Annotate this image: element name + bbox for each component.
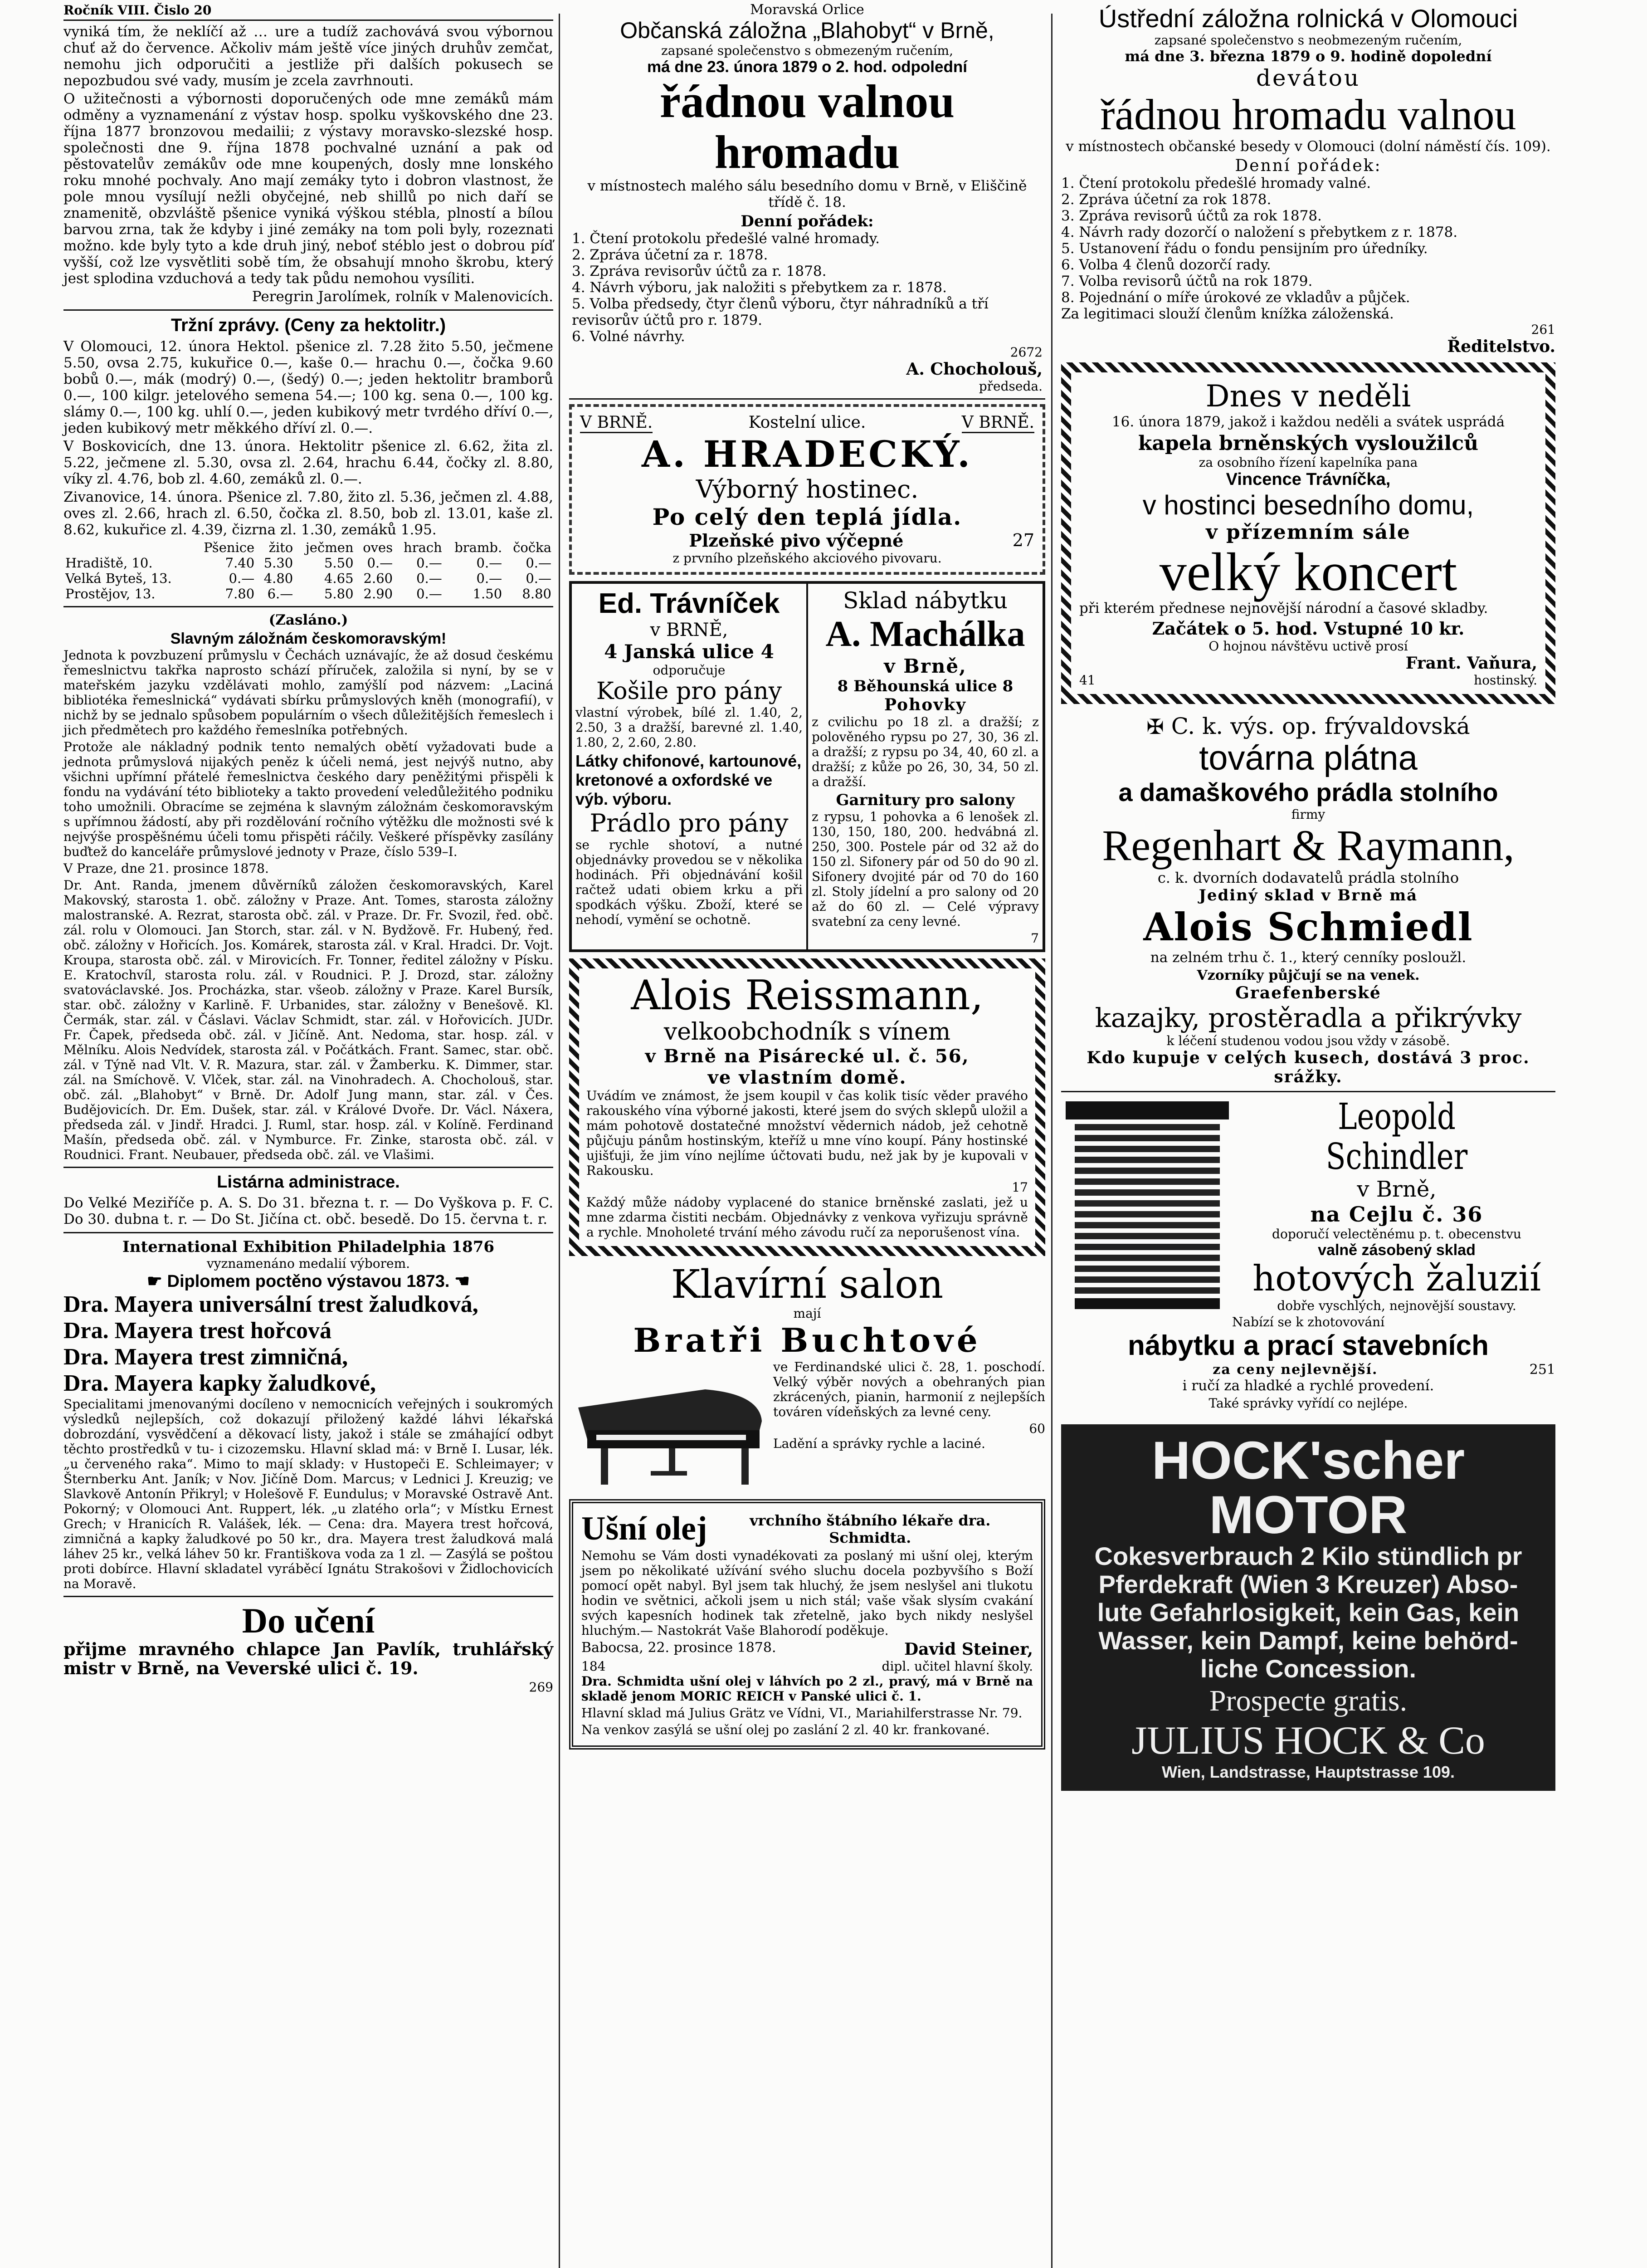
ad-address: 8 Běhounská ulice 8 [837,677,1014,695]
ad-hostinec: v hostinci besedního domu, [1142,490,1474,520]
ad-name: Ed. Trávníček [598,588,780,619]
ad-devatou: devátou [1256,65,1361,91]
window-blind-illustration [1061,1097,1233,1315]
ad-name: Leopold Schindler [1325,1095,1468,1178]
column-middle [569,0,1045,1754]
ad-signature: Ředitelstvo. [1447,337,1555,356]
divider [63,309,553,311]
ad-line: Wasser, kein Dampf, keine behörd- [1098,1626,1518,1655]
divider [569,398,1045,400]
agenda-item: Za legitimaci slouží členům knížka záloženská. [1061,306,1394,322]
ad-subtitle: velkoobchodník s vínem [663,1018,951,1046]
ad-schindler [1061,1097,1555,1411]
pointing-hand-icon: ☚ [449,1272,470,1291]
ad-machalka [808,584,1043,949]
zaslano-signatories: Dr. Ant. Randa, jmenem důvěrníků záložen českomoravských, Karel Makovský, starosta 1. obč. záložny v Praze. Ant. Tomes, starosta záložny malostranské. A. Rezrat, starosta obč. zál. v Praze. Dr. Fr. Svozil, řed. obč. zál. rolu v Olomouci. Jan Storch, star. zál. v N. Bydžově. Fr. Hubený, řed. obč. záložny v Hořicích. Jos. Komárek, starosta zál. v Kral. Hradci. Dr. Vojt. Kroupa, starosta obč. zál. v Mirovicích. Fr. Tonner, ředitel záložny v Písku. E. Kratochvíl, starosta rolu. zál. v Roudnici. P. J. Drozd, star. záložny svatováclavské. Jos. Procházka, star. všeob. záložny v Praze. Karel Bursík, star. obč. záložny v Karlině. F. Urbanides, star. záložny v Benešově. Kl. Čermák, star. zál. v Čáslavi. Václav Schmidt, star. zál. v Hořovicích. JUDr. Fr. Čapek, předseda obč. zál. v Jičíně. Ant. Nedoma, star. hosp. zál. v Mělníku. Alois Nedvídek, starosta zál. v Počátkách. Frant. Samec, star. obč. zál. v Týně nad Vlt. V. R. Mazura, star. zál. v Žamberku. K. Dimmer, star. zál. na Smíchově. V. Vlček, star. zál. na Vinohradech. A. Chocholouš, star. obč. zál. „Blahobyt“ v Brně. Dr. Adolf Jung mann, star. zál. v Čes. Budějovicích. Dr. Em. Dušek, star. zál. v Králové Dvoře. Dr. Václ. Náxera, předseda zál. v Jindř. Hradci. J. Ruml, star. hosp. zál. v Kolíně. Ferdinand Mašín, předseda obč. zál. v Nymburce. Fr. Zinke, starosta obč. zál. v Roudnici. Frant. Neubauer, předseda obč. zál. ve Vlašimi. [63,878,553,1162]
article-signature: Peregrin Jarolímek, rolník v Malenovicích. [252,288,553,305]
running-head: Ročník VIII. Čislo 20 [63,3,212,18]
ad-kapelnik: Vincence Trávníčka, [1226,470,1391,489]
ad-kazajky: kazajky, prostěradla a přikrývky [1095,1002,1522,1033]
ad-kapela: kapela brněnských vysloužilců [1138,432,1479,455]
ad-title: Občanská záložna „Blahobyt“ v Brně, [620,18,994,43]
pointing-hand-icon: ☛ [146,1272,167,1291]
ad-small: za osobního řízení kapelníka pana [1199,455,1418,470]
agenda-item: 6. Volba 4 členů dozorčí rady. [1061,257,1271,273]
ad-ruci: i ručí za hladké a rychlé provedení. [1182,1378,1434,1394]
coat-of-arms-icon: ✠ [1146,714,1164,739]
agenda-item: 1. Čtení protokolu předešlé hromady valné. [1061,175,1371,191]
ad-title: HOCK'scher MOTOR [1151,1431,1465,1545]
ad-text: při kterém přednese nejnovější národní a časové skladby. [1079,600,1488,616]
ad-line: Cokesverbrauch 2 Kilo stündlich pr [1094,1542,1522,1570]
ad-name: Regenhart & Raymann, [1102,821,1515,870]
ad-small: z prvního plzeňského akciového pivovaru. [672,551,942,566]
divider [63,1596,553,1597]
ucen-text: přijme mravného chlapce Jan Pavlík, truhlářský mistr v Brně, na Veverské ulici č. 19. [63,1639,553,1678]
ad-garnitury: Garnitury pro salony [836,791,1015,809]
ad-text: Každý může nádoby vyplacené do stanice brněnské zaslati, jež u mne zdarma čistiti necbám. Objednávky z venkova vyřizuju správně a rychle. Mnoholeté trvání mého závodu ručí za neporušenost vína. [586,1195,1028,1240]
ad-ustredni [1061,0,1555,356]
ad-signature: Frant. Vaňura, [1405,654,1537,673]
ad-header-row: V BRNĚ. Kostelní ulice. V BRNĚ. [580,413,1034,433]
agenda-item: 4. Návrh výboru, jak naložiti s přebytkem za r. 1878. [572,279,947,296]
ad-small: firmy [1291,807,1325,822]
agenda-item: 8. Pojednání o míře úrokové ze vkladův a půjček. [1061,289,1410,306]
ad-vzorniky: Vzorníky půjčují se na venek. [1197,968,1420,983]
ad-title: Ústřední záložna rolnická v Olomouci [1098,4,1518,33]
ad-small: Nabízí se k zhotovování [1232,1315,1385,1330]
ad-line: lute Gefahrlosigkeit, kein Gas, kein [1097,1598,1520,1627]
ad-dnes: Dnes v neděli [1205,379,1411,414]
ad-small: Ladění a správky rychle a laciné. [773,1436,985,1451]
ad-shirts: Košile pro pány [596,678,782,705]
ad-headline: velký koncert [1159,542,1457,602]
mayer-subheading: vyznamenáno medalií výborem. [206,1256,410,1271]
ad-number: 269 [529,1680,553,1695]
ad-food: Po celý den teplá jídla. [652,503,962,530]
zaslano-paragraph: Protože ale nákladný podnik tento nemalých obětí vyžadovati bude a jednota průmyslová nijakých peněz k účeli nemá, jest nejvýš nutno, aby všichni upřímní přátelé řemeslnictva českého dary peněžitými přispěli k fondu na vydávání této biblioteky a takto provedení veledůležitého podniku toho umožnili. Obracíme se zejména k slavným záložnám českomoravským s upřímnou žádostí, aby při rozdělování ročního výtěžku dle možnosti své k nejvýše prospěšnému účeli tomu přispěti ráčily. Veškeré příspěvky zasílány buďtež do kanceláře průmyslové jednoty v Praze, číslo 539–I. [63,739,553,859]
ad-damask: a damaškového prádla stolního [1118,778,1498,807]
ad-address: 4 Janská ulice 4 [604,640,774,663]
ad-sign-row: Babocsa, 22. prosince 1878. David Steiner, [581,1640,1033,1659]
market-paragraph: Zivanovice, 14. února. Pšenice zl. 7.80, žito zl. 5.36, ječmen zl. 4.88, oves zl. 2.66, hrach zl. 6.50, čočka zl. 8.50, bob zl. 13.01, kaše zl. 8.62, kukuřice zl. 4.39, čizrna zl. 1.30, zemáků 1.95. [63,489,553,538]
ad-small: dobře vyschlých, nejnovější soustavy. [1277,1298,1516,1313]
ad-sklad: valně zásobený sklad [1318,1242,1476,1259]
table-row: Prostějov, 13. 7.80 6.— 5.80 2.90 0.— 1.50 8.80 [65,586,551,601]
agenda-item: 6. Volné návrhy. [572,328,685,345]
agenda-item: 3. Zpráva revisorů účtů za rok 1878. [1061,208,1322,224]
agenda-item: 3. Zpráva revisorův účtů za r. 1878. [572,263,827,279]
agenda-item: 7. Volba revisorů účtů na rok 1879. [1061,273,1313,289]
ad-blahobyt [569,18,1045,394]
running-head: Moravská Orlice [750,2,864,18]
ad-name: A. Machálka [825,614,1025,654]
agenda-item: 5. Ustanovení řádu o fondu pensijním pro úředníky. [1061,240,1428,257]
ad-klavir [569,1261,1045,1495]
ad-text: vlastní výrobek, bílé zl. 1.40, 2, 2.50, 3 a dražší, barevné zl. 1.40, 1.80, 2, 2.60, 2.80. [575,705,803,750]
mayer-product: Dra. Mayera trest zimničná, [63,1344,348,1370]
ad-text: Dra. Schmidta ušní olej v láhvích po 2 zl., pravý, má v Brně na skladě jenom MORIC REICH v Panské ulici č. 1. [581,1674,1033,1704]
ad-small: k léčení studenou vodou jsou vždy v zásobě. [1166,1033,1450,1048]
agenda-item: 2. Zpráva účetní za r. 1878. [572,247,768,263]
ad-salon: v přízemním sále [1206,521,1411,544]
divider [1061,1091,1555,1092]
column-left [63,0,553,1695]
ad-ceny-row: za ceny nejlevnější. 251 [1213,1362,1555,1378]
ad-number: 17 [1012,1180,1028,1195]
ad-sklad: Jediný sklad v Brně má [1199,886,1418,904]
ad-hradecky [569,404,1045,575]
ad-address: Wien, Landstrasse, Hauptstrasse 109. [1162,1763,1455,1781]
ad-text: Uvádím ve známost, že jsem koupil v čas kolik tisíc věder pravého rakouského vína výborné jakosti, které jsem do svých sklepů uložil a mám pohotově dostatečné množství vědernich nádob, jež cehotně půjčuju pánům hostinským, kteříž u mne víno koupí. Pány hostinské ujišťuji, že jim víno nejlíme účtovati budu, než jak by je kupovali v Rakousku. [586,1088,1028,1178]
ad-header-row [581,1510,1033,1548]
agenda-title: Denní pořádek: [1235,156,1382,175]
ad-number: 7 [1031,931,1039,946]
ad-kdo: Kdo kupuje v celých kusech, dostává 3 proc. srážky. [1087,1048,1530,1086]
ad-pair [569,581,1045,952]
ad-headline: řádnou hromadu valnou [1100,90,1516,139]
column-divider [1051,14,1053,2268]
ad-tovarna: továrna plátna [1199,739,1418,777]
ad-name: Bratři Buchtové [633,1321,981,1359]
ad-company: JULIUS HOCK & Co [1131,1719,1485,1763]
ad-date: 16. února 1879, jakož i každou neděli a svátek usprádá [1111,414,1505,430]
ad-text: z cvilichu po 18 zl. a dražší; z polověného rypsu po 27, 30, 36 zl. a dražší; z rypsu po 34, 40, 60 zl. a dražší; z kůže po 26, 30, 34, 50 zl. a dražší. [812,714,1039,789]
ad-address: na Cejlu č. 36 [1310,1202,1483,1227]
column-divider [559,14,560,2268]
ad-text: ve Ferdinandské ulici č. 28, 1. poschodí. Velký výběr nových a obehraných pian zkrácených, pianin, harmonií z nejlepších továren vídeňských za levné ceny. [773,1359,1045,1419]
ad-regenhart [1061,709,1555,1086]
ad-place: v místnostech občanské besedy v Olomouci (dolní náměstí čís. 109). [1066,138,1551,155]
agenda-item: 2. Zpráva účetní za rok 1878. [1061,191,1272,208]
ad-firm-line: ✠ C. k. výs. op. frývaldovská [1146,713,1470,739]
ad-title: Ušní olej [581,1510,707,1547]
ad-take: Také správky vyřídí co nejlépe. [1208,1396,1408,1411]
ad-title: Klavírní salon [671,1262,944,1307]
mayer-product: Dra. Mayera universální trest žaludková, [63,1291,478,1317]
divider [63,606,553,607]
zaslano-subtitle: Slavným záložnám českomoravským! [170,630,447,647]
mayer-heading: International Exhibition Philadelphia 1876 [122,1238,495,1256]
ad-subtitle: Výborný hostinec. [696,475,919,503]
ad-trh: na zelném trhu č. 1., který cenníky posloužl. [1150,949,1467,966]
ad-city: v BRNĚ, [650,620,728,640]
ad-small: doporučí velectěnému p. t. obecenstvu [1272,1227,1521,1242]
agenda-title: Denní pořádek: [741,212,874,230]
ad-date: má dne 23. února 1879 o 2. hod. odpolední [647,58,967,76]
zaslano-paragraph: V Praze, dne 21. prosince 1878. [63,861,269,876]
ad-place: v místnostech malého sálu besedního domu v Brně, v Eliščině třídě č. 18. [587,178,1027,210]
ad-small: odporučuje [653,663,726,678]
ad-date: má dne 3. března 1879 o 9. hodině dopolední [1125,48,1492,65]
ad-text: Hlavní sklad má Julius Grätz ve Vídni, VI., Mariahilferstrasse Nr. 79. [581,1706,1023,1721]
ad-hotov: hotových žaluzií [1252,1258,1541,1299]
agenda-item: 1. Čtení protokolu předešlé valné hromady. [572,230,880,247]
ad-hock-motor [1061,1424,1555,1791]
ad-top [1061,1097,1555,1315]
ad-text: se rychle shotoví, a nutné objednávky provedou se v několika hodinách. Při objednávání košil račtež udati obiem krku a při spodkách výšku. Zboží, které se nehodí, vymění se ochotně. [575,837,803,927]
ad-zacatek: Začátek o 5. hod. Vstupné 10 kr. [1152,618,1465,639]
admin-text: Do Velké Meziříče p. A. S. Do 31. března t. r. — Do Vyškova p. F. C. Do 30. dubna t. r. — Do St. Jičína ct. obč. besedě. Do 15. června t. r. [63,1195,553,1227]
ad-title: Sklad nábytku [843,587,1008,614]
piano-illustration [569,1362,769,1489]
ad-text: z rypsu, 1 pohovka a 6 lenošek zl. 130, 150, 180, 200. hedvábná zl. 250, 300. Postele pár od 32 až do 150 zl. Sifonery pár od 50 do 90 zl. Sifonery dvojité pár od 70 do 160 zl. Stoly jídelní a pro salony od 20 až do 60 zl. — Celé výpravy svatební za ceny levné. [812,809,1039,929]
market-paragraph: V Olomouci, 12. února Hektol. pšenice zl. 7.28 žito 5.50, ječmene 5.50, ovsa 2.75, kukuřice 0.—, kaše 0.— hrachu 0.—, čočka 9.60 bobů 0.—, mák (modrý) 0.—, (šedý) 0.—; jeden hektolitr bramborů 0.—, 100 kilgr. jetelového semena 54.—; 100 kg. sena 0.—, 100 kg. slámy 0.—, 100 kg. uhlí 0.—, jeden kubikový metr tvrdého dříví 0.—, jeden kubikový metr měkkého dříví zl. 0.—. [63,338,553,436]
mayer-text: Specialitami jmenovanými docíleno v nemocnicích veřejných i soukromých výsledků nejlepších, což dokazují přiložený každé láhvi lékařská dobrozdání, vysvědčení a děkovací listy, jakož i stále se zmáhající odbyt těchto prostředků v tu- i cizozemsku. Hlavní sklad má: v Brně I. Lusar, lék. „u červeného raka“. Mimo to mají sklady: v Hustopeči E. Schleimayer; v Šternberku Ant. Janík; v Nov. Jičíně Dom. Marcus; v Lednici J. Kreuzig; ve Slavkově Antonín Přikryl; v Holešově F. Eundulus; v Moravské Ostravě Ant. Pokorný; v Olomouci Ant. Ruppert, lék. „u zlatého orla“; v Místku Ernest Grech; v Hranicích R. Valášek, lék. — Cena: dra. Mayera trest hořcová, zimničná a kapky žaludkové po 50 kr., dra. Mayera trest žaludková malá láhev 25 kr., velká láhev 50 kr. Františkova voda za 1 zl. — Zasýlá se poštou proti dobírce. Hlavní skladatel vyráběcí Ignátu Strakošovi v Židlochovicích na Moravě. [63,1397,553,1591]
ad-name: Alois Reissmann, [631,972,984,1019]
market-table [63,540,553,601]
ad-role: předseda. [979,379,1043,394]
agenda-item: 4. Návrh rady dozorčí o naložení s přebytkem z r. 1878. [1061,224,1458,240]
table-header-row: Pšenice žito ječmen oves hrach bramb. čočka [204,540,551,555]
ad-body [569,1359,1045,1492]
ad-travnicek [572,584,808,949]
ad-pradlo: Prádlo pro pány [590,809,789,837]
mayer-diploma: ☛ Diplomem poctěno výstavou 1873. ☚ [146,1272,470,1291]
ad-prospect: Prospecte gratis. [1209,1684,1408,1717]
ad-small: O hojnou návštěvu uctivě prosí [1208,639,1408,654]
divider [63,1232,553,1233]
ad-koncert [1061,362,1555,704]
ad-text: Nemohu se Vám dosti vynadékovati za poslaný mi ušní olej, kterým jsem po několikaté užívání svého sluchu docela pozbyvšího s Boží pomocí opět nabyl. Byl jsem tak hluchý, že jsem neslyšel ani tlukotu hodin ve světnici, ačkoli jsem u nich stál; vaše však slysím cvakání svých kapesních hodinek tak zřetelně, jako bych nikdy neslyšel hluchým.— Nastokrát Vaše Blahorodí poděkuje. [581,1548,1033,1638]
ad-latky: Látky chifonové, kartounové, kretonové a oxfordské ve výb. výboru. [575,752,802,808]
ad-text-block [773,1359,1045,1451]
article-paragraph: O užitečnosti a výbornosti doporučených ode mne zemáků mám odměny a vyznamenání z výstav hosp. spolku vyškovského dne 23. října 1877 bronzovou medailii; z výstavy moravsko-slezské hosp. společnosti dne 9. října 1878 pochvalné uznání a pak od pěstovatelův zemákův ode mne koupených, dosly mne lonského roku mnohé pochvaly. Ano mají zemáky tyto i dobron vlastnost, že pole mnou vysílují nežli obyčejné, neb shillů po nich daří se znamenitě, obzvláště pšenice vyniká výškou stébla, plností a bílou barvou zrna, tak že kdyby i jiné zemáky na tom poli byly, rozeznati možno. kde byly tyto a kde druh jiný, neboť stéblo jest o dobrou píď vyšší, což lze vysvětliti sobě tím, že obsahují mnoho škrobu, který jest splodina vzduchová a tedy tak půdu nemohou vysíliti. [63,91,553,287]
ad-subtitle: zapsané společenstvo s obmezeným ručením, [661,43,953,58]
ad-subtitle: vrchního štábního lékaře dra. Schmidta. [750,1511,991,1546]
ad-address: v Brně na Pisárecké ul. č. 56, [645,1046,970,1067]
mayer-product: Dra. Mayera trest hořcová [63,1318,332,1344]
market-paragraph: V Boskovicích, dne 13. února. Hektolitr pšenice zl. 6.62, žita zl. 5.22, ječmene zl. 5.30, ovsa zl. 2.64, hrachu 6.44, čočky zl. 8.80, víky zl. 4.76, bob zl. 4.60, zemáků zl. 0.—. [63,438,553,487]
article-paragraph: vyniká tím, že neklíčí až … ure a tudíž zachovává svou výbornou chuť až do července. Ačkoliv mám ještě více jiných druhův zemčat, nemohu jich odporučiti a jestliže při dalších pokusech se nepozbudou své vady, musím je zcela zavrhnouti. [63,24,553,89]
ad-pohovky: Pohovky [884,695,967,714]
ad-role-row: 41 hostinský. [1079,673,1537,688]
ad-usni-olej [569,1499,1045,1750]
ad-number: 2672 [1010,345,1043,360]
divider [63,1167,553,1168]
market-title: Tržní zprávy. (Ceny za hektolitr.) [171,315,446,335]
zaslano-title: (Zasláno.) [268,612,348,628]
ad-line: Pferdekraft (Wien 3 Kreuzer) Abso- [1098,1570,1518,1598]
table-row: Hradiště, 10. 7.40 5.30 5.50 0.— 0.— 0.— 0.— [65,555,551,571]
ad-address: ve vlastním domě. [707,1067,907,1088]
zaslano-paragraph: Jednota k povzbuzení průmyslu v Čechách uznávajíc, že až dosud českému řemeslnictvu takřka naprosto schází příruček, založila si nyní, by se v mateřském jazyku vzdělávati mohlo, zamýšlí pod názvem: „Laciná bibliotéka řemeslnická“ vydávati sbírku průmyslových kněh (monografií), v nichž by se jednalo spůsobem populárním o všech důležitějších řemeslech i jich předmětech pro každého řemeslníka potřebných. [63,648,553,738]
ad-beer: Plzeňské pivo výčepné 27 [689,530,1034,551]
ad-city: v Brně, [1357,1177,1437,1202]
admin-title: Listárna administrace. [217,1173,400,1192]
ad-name: A. HRADECKÝ. [642,433,973,475]
ad-graef: Graefenberské [1235,983,1381,1002]
ad-line: liche Concession. [1200,1654,1417,1683]
ucen-title: Do učení [242,1601,375,1640]
ad-reissmann [569,958,1045,1256]
ad-subtitle: zapsané společenstvo s neobmezeným ručením, [1154,33,1462,48]
ad-city: v Brně, [884,655,967,677]
mayer-product: Dra. Mayera kapky žaludkové, [63,1370,376,1396]
ad-maji: mají [793,1306,821,1321]
ad-role-row: 184 dipl. učitel hlavní školy. [581,1659,1033,1674]
ad-dvor: c. k. dvorních dodavatelů prádla stolního [1157,869,1459,886]
table-row: Velká Byteš, 13. 0.— 4.80 4.65 2.60 0.— 0.— 0.— [65,571,551,586]
agenda-item: 5. Volba předsedy, čtyr členů výboru, čtyr náhradníků a tří revisorův účtů pro r. 1879. [572,296,989,328]
column-right [1061,0,1555,1791]
ad-text-block [1238,1097,1555,1315]
divider [63,20,553,21]
ad-text: Na venkov zasýlá se ušní olej po zaslání 2 zl. 40 kr. frankované. [581,1722,990,1737]
ad-nabytek: nábytku a prací stavebních [1128,1330,1489,1361]
ad-schmiedl: Alois Schmiedl [1143,904,1473,949]
ad-number: 60 [1029,1421,1045,1436]
ad-headline: řádnou valnou hromadu [659,75,955,178]
ad-signature: A. Chocholouš, [906,360,1043,379]
ad-number: 261 [1531,322,1555,337]
